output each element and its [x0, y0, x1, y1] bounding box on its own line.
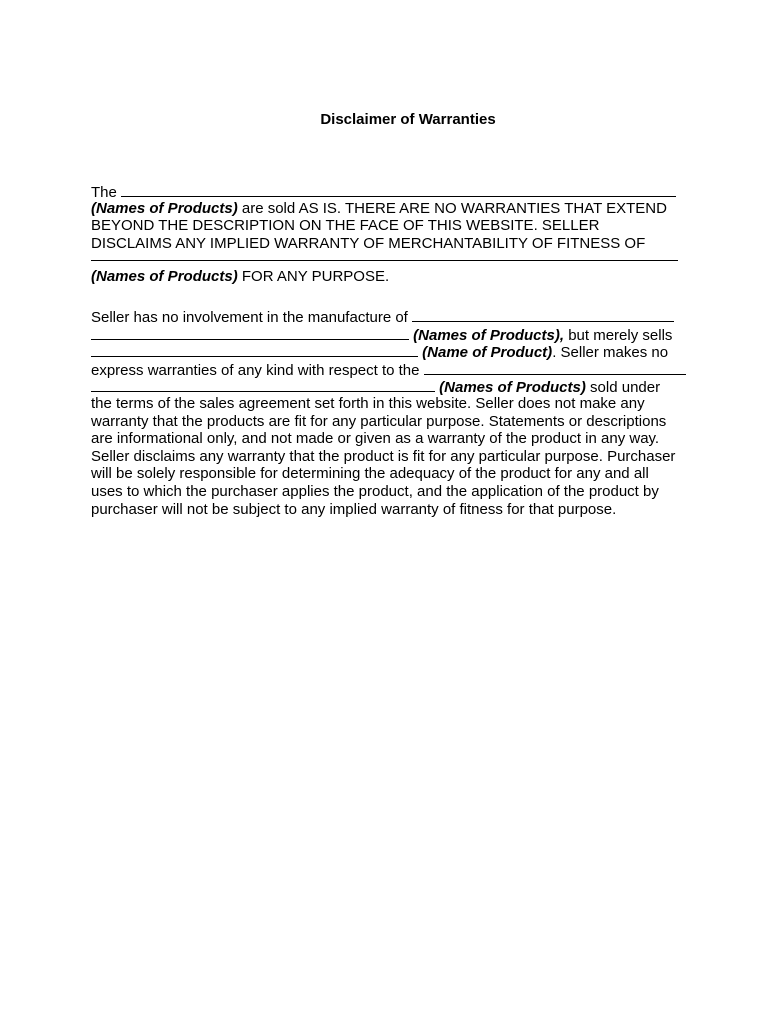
- paragraph-2: [91, 307, 681, 518]
- p1-line-5: [91, 268, 681, 286]
- names-of-products-2: (Names of Products): [91, 268, 238, 286]
- products-blank-5: [424, 360, 686, 375]
- p2-text-1: Seller has no involvement in the manufacture of: [91, 309, 413, 326]
- p2-line-11: uses to which the purchaser applies the product, and the application of the product by: [91, 482, 659, 500]
- p2-line-12: purchaser will not be subject to any implied warranty of fitness for that purpose.: [91, 500, 617, 518]
- document-title: Disclaimer of Warranties: [320, 111, 496, 128]
- p2-line-4: [91, 360, 681, 378]
- products-blank-6: [91, 377, 435, 392]
- names-of-products-3: (Names of Products),: [413, 326, 565, 344]
- p2-text-2: but merely sells: [564, 326, 673, 344]
- names-of-products-4: (Names of Products): [439, 379, 586, 397]
- manufacturer-blank: [412, 307, 674, 322]
- p2-text-3: . Seller makes no: [552, 344, 669, 362]
- product-blank-4: [91, 342, 418, 357]
- p2-line-8: are informational only, and not made or given as a warranty of the product in any way.: [91, 430, 660, 448]
- p1-text-4: FOR ANY PURPOSE.: [237, 268, 390, 286]
- p1-line-3: BEYOND THE DESCRIPTION ON THE FACE OF THIS WEBSITE. SELLER: [91, 217, 600, 235]
- p2-text-5: sold under: [585, 379, 661, 397]
- p1-line-2: [91, 200, 681, 218]
- p2-line-7: warranty that the products are fit for any particular purpose. Statements or descriptions: [91, 412, 667, 430]
- paragraph-1: [91, 182, 681, 286]
- p1-the: The: [91, 184, 117, 201]
- p2-line-2: [91, 325, 681, 343]
- p1-text-1: are sold AS IS. THERE ARE NO WARRANTIES THAT EXTEND: [237, 199, 667, 217]
- p2-line-5: [91, 377, 681, 395]
- p1-line-1: [91, 182, 681, 200]
- p2-text-4: express warranties of any kind with respect to the: [91, 361, 424, 379]
- p2-line-1: [91, 307, 681, 325]
- products-blank-1: [121, 182, 676, 197]
- p2-line-9: Seller disclaims any warranty that the product is fit for any particular purpose. Purchaser: [91, 447, 676, 465]
- names-of-products-1: (Names of Products): [91, 199, 238, 217]
- name-of-product: (Name of Product): [422, 344, 553, 362]
- products-blank-2: [91, 252, 678, 261]
- p2-line-3: [91, 342, 681, 360]
- products-blank-3: [91, 325, 409, 340]
- p2-line-6: the terms of the sales agreement set forth in this website. Seller does not make any: [91, 394, 645, 412]
- p2-line-10: will be solely responsible for determining the adequacy of the product for any and all: [91, 465, 649, 483]
- p1-line-4: DISCLAIMS ANY IMPLIED WARRANTY OF MERCHANTABILITY OF FITNESS OF: [91, 234, 646, 252]
